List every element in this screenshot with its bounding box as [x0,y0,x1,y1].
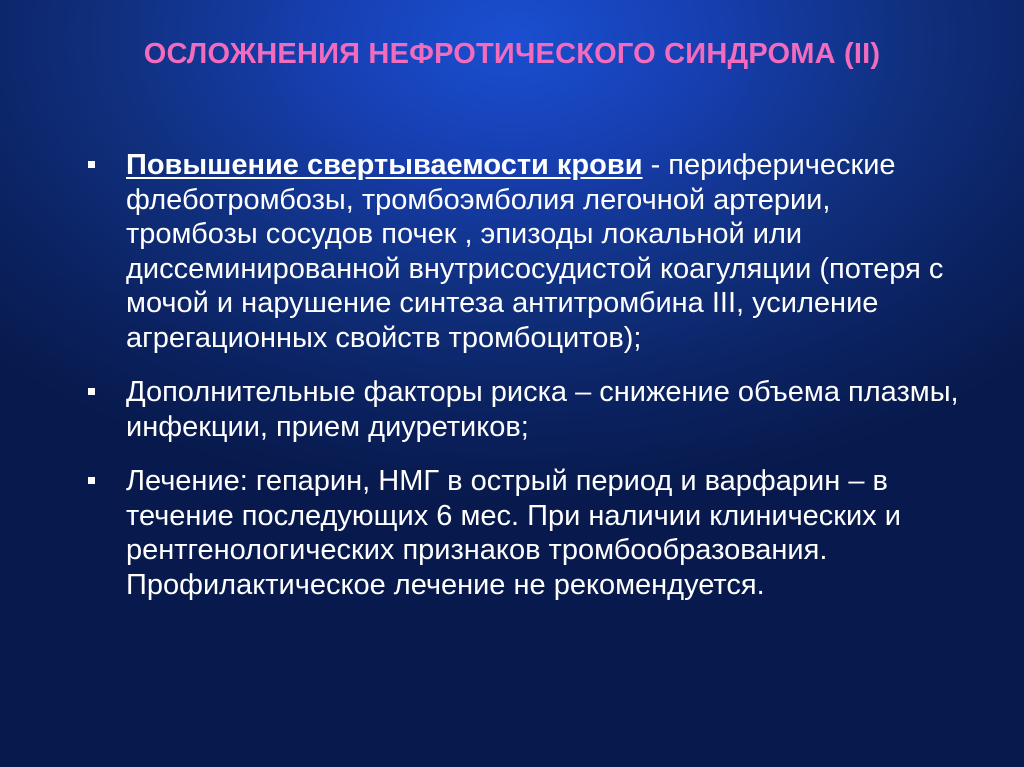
square-bullet-icon [88,388,95,395]
bullet-text: Лечение: гепарин, НМГ в острый период и варфарин – в течение последующих 6 мес. При наличии клинических и рентгенологических признаков тромбообразования. Профилактическое лечение не рекомендуется. [126,465,901,601]
bullet-item-risk-factors [85,375,965,444]
bullet-item-coagulation [85,148,965,355]
bullet-text: - периферические флеботромбозы, тромбоэмболия легочной артерии, тромбозы сосудов почек , эпизоды локальной или диссеминированной внутрисосудистой коагуляции (потеря с мочой и нарушение синтеза антитромбина III, усиление агрегационных свойств тромбоцитов); [126,149,944,354]
square-bullet-icon [88,161,95,168]
bullet-list [85,148,965,622]
bullet-term: Повышение свертываемости крови [126,149,643,181]
slide-title: ОСЛОЖНЕНИЯ НЕФРОТИЧЕСКОГО СИНДРОМА (II) [143,38,881,70]
bullet-text: Дополнительные факторы риска – снижение объема плазмы, инфекции, прием диуретиков; [126,376,959,443]
square-bullet-icon [88,477,95,484]
bullet-item-treatment [85,464,965,602]
